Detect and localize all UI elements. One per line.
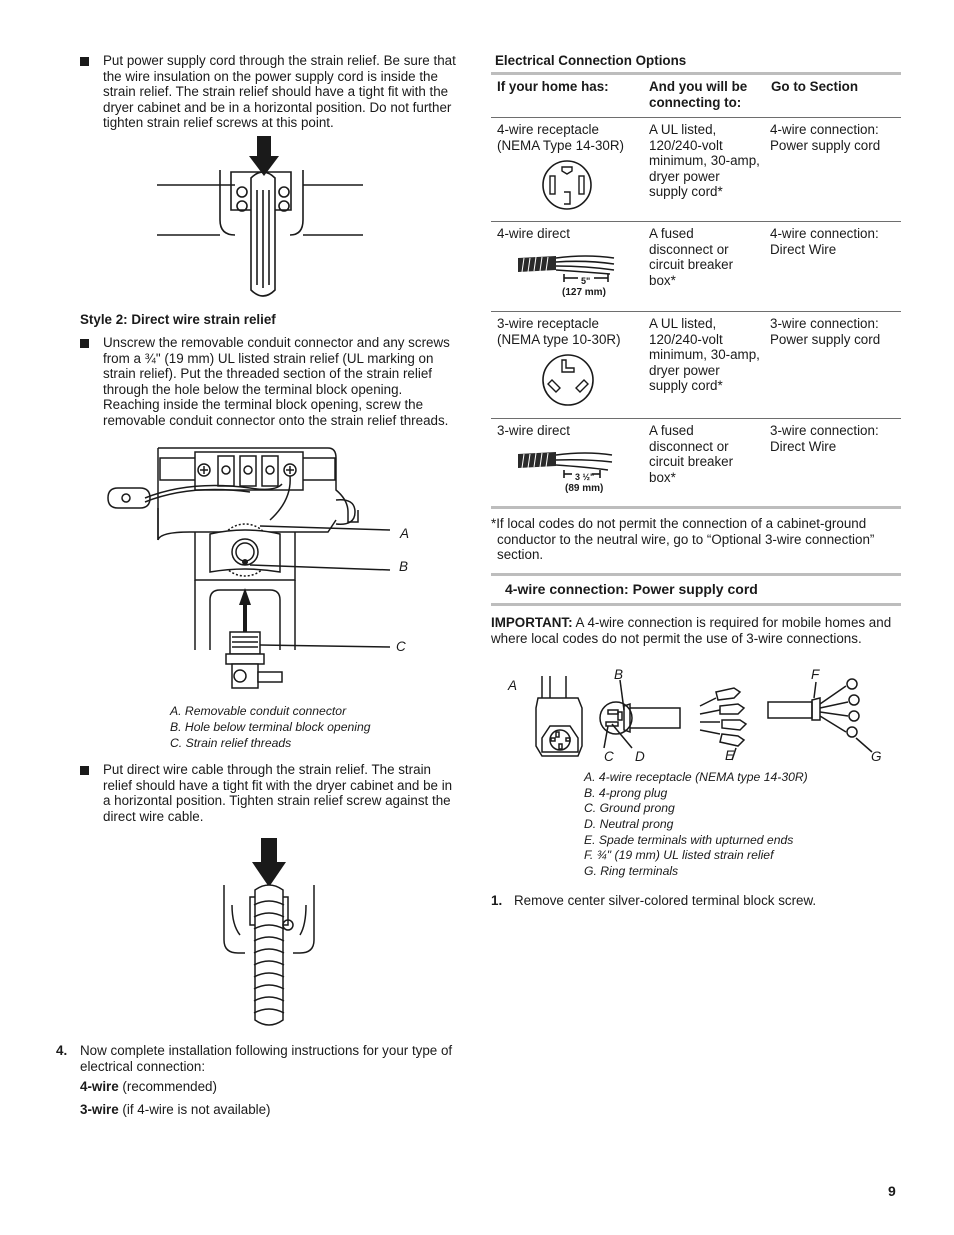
row3-home: 3-wire receptacle (NEMA type 10-30R) xyxy=(497,316,621,347)
row1-rule xyxy=(491,221,901,222)
style2-heading: Style 2: Direct wire strain relief xyxy=(80,312,276,327)
4-wire-cable-icon xyxy=(516,250,616,286)
figure4-caption-c: C. Ground prong xyxy=(584,801,675,815)
option-4-wire-note: (recommended) xyxy=(118,1079,217,1094)
4-wire-receptacle-icon xyxy=(540,158,594,212)
row4-dimension: 3 ½" xyxy=(575,472,595,482)
bullet-strain-relief-text: Put power supply cord through the strain relief. Be sure that the wire insulation on the power supply cord is inside the strain relief. The strain relief should have a tight fit with the dryer cabinet and be in a horizontal position. Do not further tighten strain relief screws at this point. xyxy=(103,53,456,131)
figure4-label-f: F xyxy=(811,667,820,682)
row4-dimension-mm: (89 mm) xyxy=(565,483,604,494)
row1-home: 4-wire receptacle (NEMA Type 14-30R) xyxy=(497,122,625,153)
step1-text: Remove center silver-colored terminal block screw. xyxy=(514,893,817,908)
row1-connect: A UL listed, 120/240-volt minimum, 30-amp, dryer power supply cord* xyxy=(649,122,760,200)
header-home: If your home has: xyxy=(497,79,609,94)
table-bottom-rule xyxy=(491,506,901,509)
table-title: Electrical Connection Options xyxy=(495,53,687,68)
3-wire-receptacle-icon xyxy=(540,352,596,408)
option-3-wire-label: 3-wire xyxy=(80,1102,119,1117)
section-bottom-rule xyxy=(491,603,901,606)
row2-section: 4-wire connection: Direct Wire xyxy=(770,226,879,257)
figure4-label-c: C xyxy=(604,749,614,764)
figure4-caption-d: D. Neutral prong xyxy=(584,817,674,831)
bullet-marker xyxy=(80,339,89,348)
figure4-caption-a: A. 4-wire receptacle (NEMA type 14-30R) xyxy=(584,770,808,784)
important-text: A 4-wire connection is required for mobile homes and where local codes do not permit the use of 3-wire connections. xyxy=(491,615,892,646)
figure2-caption-c: C. Strain relief threads xyxy=(170,736,292,750)
bullet-unscrew-text xyxy=(103,335,458,429)
section-heading: 4-wire connection: Power supply cord xyxy=(505,581,758,597)
figure4-label-g: G xyxy=(871,749,882,764)
figure4-caption-e: E. Spade terminals with upturned ends xyxy=(584,833,794,847)
row3-section: 3-wire connection: Power supply cord xyxy=(770,316,881,347)
important-label: IMPORTANT: xyxy=(491,615,573,630)
3-wire-cable-icon xyxy=(516,446,616,482)
row2-home: 4-wire direct xyxy=(497,226,570,241)
option-3-wire xyxy=(80,1102,271,1118)
table-footnote: *If local codes do not permit the connection of a cabinet-ground conductor to the neutral wire, go to “Optional 3-wire connection” section. xyxy=(491,516,875,563)
option-4-wire-label: 4-wire xyxy=(80,1079,119,1094)
row2-dimension: 5" xyxy=(581,276,591,286)
page-number: 9 xyxy=(888,1183,896,1199)
figure4-label-d: D xyxy=(635,749,645,764)
figure2-label-b: B xyxy=(399,559,409,574)
4-wire-power-cord-figure xyxy=(520,668,890,768)
step4-number: 4. xyxy=(56,1043,68,1058)
figure2-label-c: C xyxy=(396,639,406,654)
bullet-marker xyxy=(80,766,89,775)
row4-section: 3-wire connection: Direct Wire xyxy=(770,423,879,454)
row2-dimension-mm: (127 mm) xyxy=(562,287,606,298)
row3-connect: A UL listed, 120/240-volt minimum, 30-amp, dryer power supply cord* xyxy=(649,316,760,394)
important-note xyxy=(491,615,896,646)
figure4-label-a: A xyxy=(508,678,518,693)
bullet-marker xyxy=(80,57,89,66)
table-header-row xyxy=(491,73,901,117)
option-3-wire-note: (if 4-wire is not available) xyxy=(118,1102,271,1117)
bullet-direct-wire-text: Put direct wire cable through the strain relief. The strain relief should have a tight fit with the dryer cabinet and be in a horizontal position. Tighten strain relief screw against the direct wire cable. xyxy=(103,762,453,824)
step4-text: Now complete installation following instructions for your type of electrical connection: xyxy=(80,1043,453,1074)
header-connect: And you will be connecting to: xyxy=(649,79,748,110)
row1-section: 4-wire connection: Power supply cord xyxy=(770,122,881,153)
row4-home: 3-wire direct xyxy=(497,423,570,438)
connection-options-table xyxy=(491,73,901,117)
header-rule xyxy=(491,117,901,118)
direct-wire-strain-relief-figure xyxy=(100,440,420,700)
figure4-label-e: E xyxy=(725,748,735,763)
header-section: Go to Section xyxy=(771,79,859,94)
figure2-label-a: A xyxy=(400,526,410,541)
section-top-rule xyxy=(491,573,901,576)
row2-rule xyxy=(491,311,901,312)
bullet-unscrew-post: " (19 mm) UL listed strain relief (UL marking on strain relief). Put the threaded section of the strain relief through the hole below the terminal block opening. Reaching inside the terminal block opening, screw the removable conduit connector onto the strain relief threads. xyxy=(103,350,449,428)
bullet-unscrew-fraction: ¾ xyxy=(144,350,156,366)
row2-connect: A fused disconnect or circuit breaker box* xyxy=(649,226,734,288)
row3-rule xyxy=(491,418,901,419)
step1-number: 1. xyxy=(491,893,503,908)
figure4-caption-f: F. ¾" (19 mm) UL listed strain relief xyxy=(584,848,774,862)
figure4-caption-b: B. 4-prong plug xyxy=(584,786,668,800)
figure4-caption-g: G. Ring terminals xyxy=(584,864,679,878)
figure2-caption-b: B. Hole below terminal block opening xyxy=(170,720,371,734)
bullet-unscrew-pre: Unscrew the removable conduit connector and any screws from a xyxy=(103,335,450,366)
row4-connect: A fused disconnect or circuit breaker box* xyxy=(649,423,734,485)
option-4-wire xyxy=(80,1079,217,1095)
strain-relief-cord-figure xyxy=(155,130,365,300)
figure2-caption-a: A. Removable conduit connector xyxy=(170,704,347,718)
direct-wire-cable-figure xyxy=(220,835,320,1035)
figure4-label-b: B xyxy=(614,667,624,682)
